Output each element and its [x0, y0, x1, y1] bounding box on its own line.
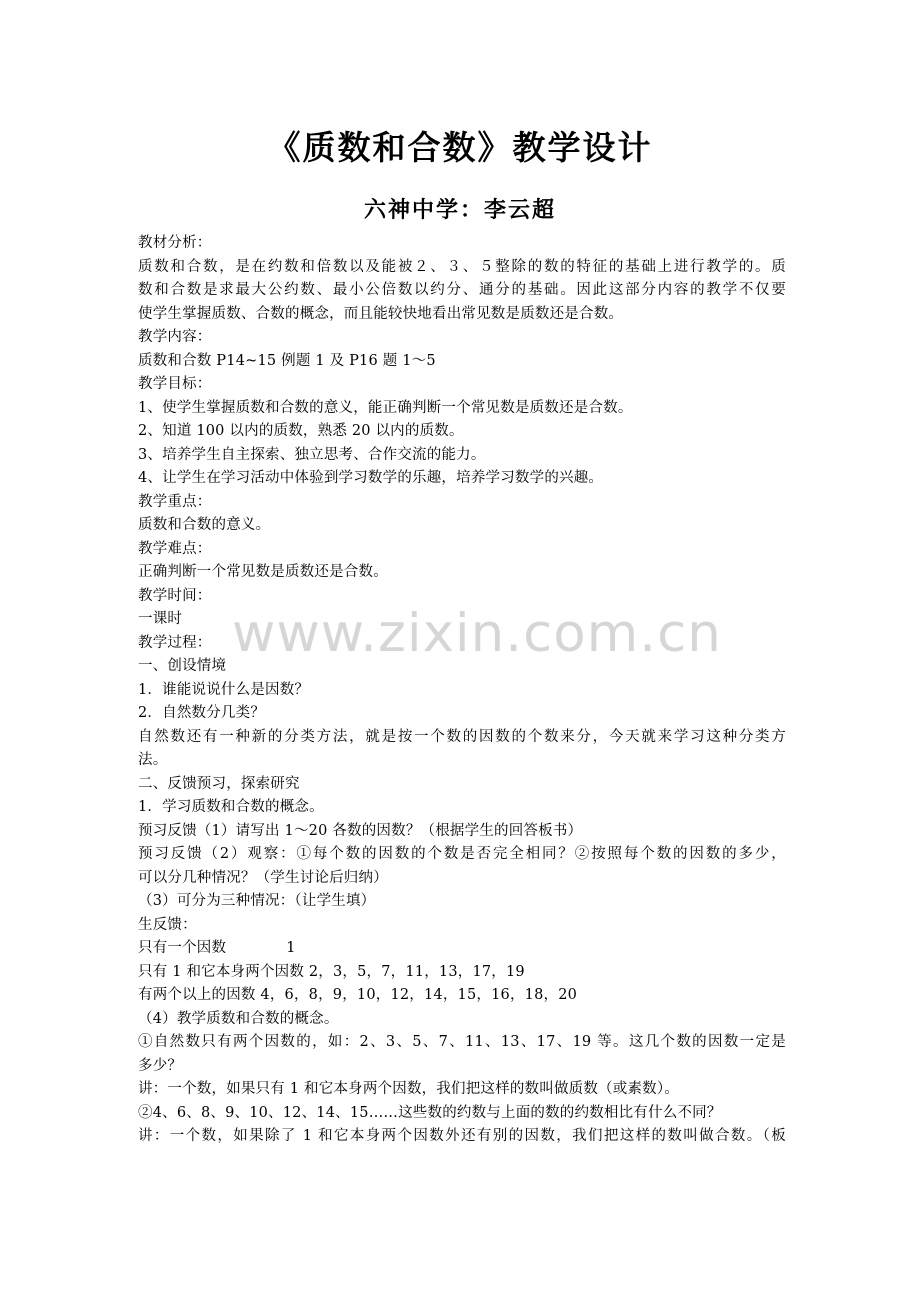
text-line: 可以分几种情况？（学生讨论后归纳）: [138, 869, 388, 886]
text-line: 教学内容：: [138, 329, 212, 345]
text-line: ②4、6、8、9、10、12、14、15……这些数的约数与上面的数的约数相比有什么不同？: [138, 1104, 722, 1121]
document-title: 《质数和合数》教学设计: [267, 128, 653, 167]
text-line: 生反馈：: [138, 916, 197, 933]
text-line: 教学时间：: [138, 587, 212, 604]
text-line: 自然数还有一种新的分类方法，就是按一个数的因数的个数来分，今天就来学习这种分类方: [138, 728, 786, 745]
text-line: 预习反馈（1）请写出 1～20 各数的因数？（根据学生的回答板书）: [138, 822, 583, 839]
text-line: 教学难点：: [138, 540, 212, 557]
text-line: 数和合数是求最大公约数、最小公倍数以约分、通分的基础。因此这部分内容的教学不仅要: [138, 282, 786, 298]
document-body: [138, 232, 786, 1149]
text-line: 二、反馈预习，探索研究: [138, 775, 300, 792]
text-line: 正确判断一个常见数是质数还是合数。: [138, 564, 388, 580]
text-line: 预习反馈（2）观察：①每个数的因数的个数是否完全相同？②按照每个数的因数的多少，: [138, 846, 786, 862]
text-line: 2．自然数分几类？: [138, 705, 266, 721]
text-line: 讲：一个数，如果只有 1 和它本身两个因数，我们把这样的数叫做质数（或素数）。: [138, 1081, 679, 1097]
document-subtitle: 六神中学：李云超: [363, 198, 556, 223]
text-line-value: 1: [286, 940, 296, 956]
text-line: 只有 1 和它本身两个因数 2，3，5，7，11，13，17，19: [138, 963, 525, 980]
text-line: 质数和合数 P14~15 例题 1 及 P16 题 1～5: [138, 352, 436, 369]
text-line: 使学生掌握质数、合数的概念，而且能较快地看出常见数是质数还是合数。: [138, 305, 624, 322]
text-line: 质数和合数的意义。: [138, 517, 271, 533]
text-line: 教学过程：: [138, 634, 212, 651]
text-line-label: 只有一个因数: [138, 940, 227, 956]
text-line: 3、培养学生自主探索、独立思考、合作交流的能力。: [138, 446, 486, 463]
text-line: 一课时: [138, 611, 183, 627]
text-line: 4、让学生在学习活动中体验到学习数学的乐趣，培养学习数学的兴趣。: [138, 470, 604, 486]
text-line: 法。: [138, 752, 168, 768]
text-line-with-value: [138, 937, 786, 961]
text-line: 有两个以上的因数 4，6，8，9，10，12，14，15，16，18，20: [138, 987, 578, 1003]
text-line: 2、知道 100 以内的质数，熟悉 20 以内的质数。: [138, 423, 464, 439]
text-line: 教学目标：: [138, 376, 212, 392]
text-line: 教学重点：: [138, 493, 212, 510]
text-line: ①自然数只有两个因数的，如：2、3、5、7、11、13、17、19 等。这几个数的因数一定是: [138, 1034, 786, 1050]
text-line: 质数和合数，是在约数和倍数以及能被２、３、５整除的数的特征的基础上进行教学的。质: [138, 258, 786, 275]
text-line: 1、使学生掌握质数和合数的意义，能正确判断一个常见数是质数还是合数。: [138, 399, 633, 416]
text-line: 讲：一个数，如果除了 1 和它本身两个因数外还有别的因数，我们把这样的数叫做合数。（板: [138, 1128, 786, 1144]
text-line: （3）可分为三种情况：（让学生填）: [138, 893, 376, 909]
text-line: 教材分析：: [138, 235, 212, 251]
text-line: 多少？: [138, 1057, 183, 1074]
watermark: www.zixin.com.cn: [232, 603, 722, 664]
text-line: （4）教学质数和合数的概念。: [138, 1010, 339, 1027]
text-line: 1．学习质数和合数的概念。: [138, 799, 324, 815]
text-line: 1．谁能说说什么是因数？: [138, 681, 310, 698]
text-line: 一、创设情境: [138, 658, 227, 674]
